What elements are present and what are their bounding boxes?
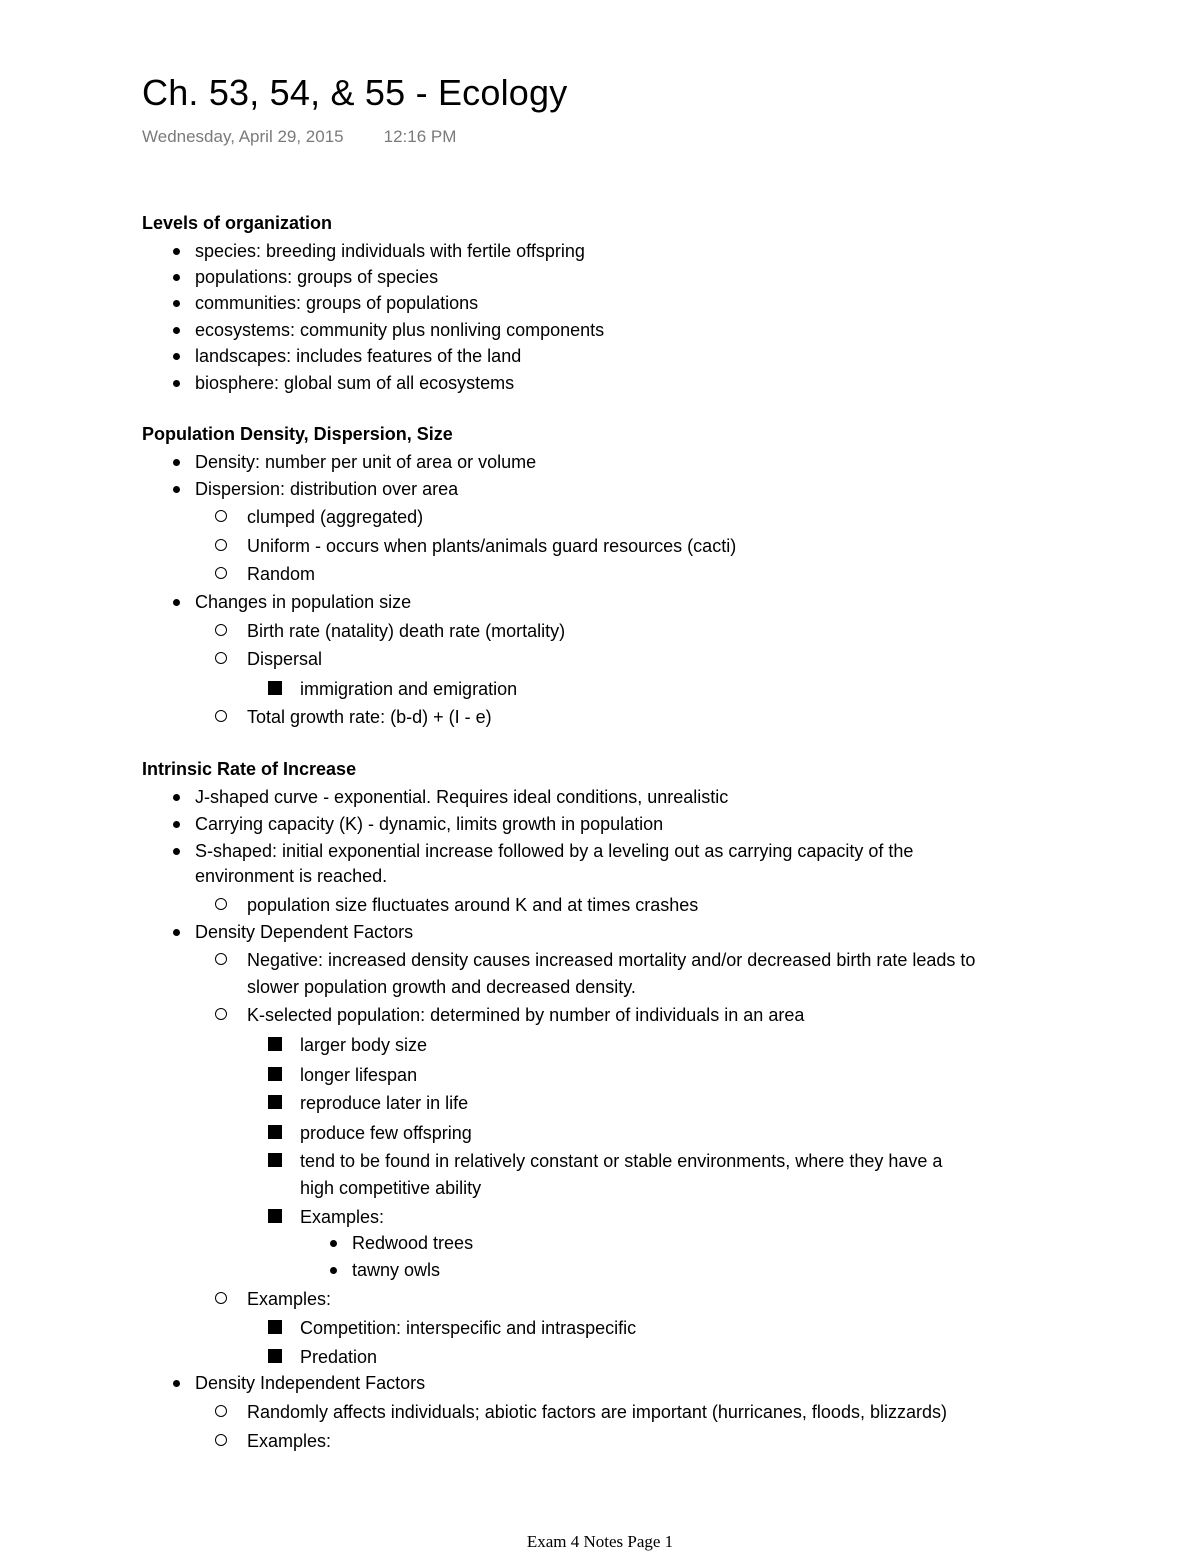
list-item: Density Dependent Factors: [195, 919, 413, 945]
section-heading-population: Population Density, Dispersion, Size: [142, 424, 453, 444]
list-item: biosphere: global sum of all ecosystems: [195, 370, 514, 396]
list-item: immigration and emigration: [300, 676, 517, 702]
list-item-continuation: environment is reached.: [195, 866, 388, 886]
list-item: larger body size: [300, 1032, 427, 1058]
list-item: S-shaped: initial exponential increase followed by a leveling out as carrying capacity of the: [195, 838, 913, 864]
list-item: communities: groups of populations: [195, 290, 478, 316]
list-item: species: breeding individuals with fertile offspring: [195, 238, 585, 264]
list-item: ecosystems: community plus nonliving components: [195, 317, 604, 343]
list-item: Randomly affects individuals; abiotic factors are important (hurricanes, floods, blizzards): [247, 1399, 947, 1425]
list-item: Examples:: [300, 1204, 384, 1230]
list-item: Random: [247, 561, 315, 587]
list-item: Changes in population size: [195, 589, 411, 615]
list-item: tend to be found in relatively constant or stable environments, where they have a: [300, 1148, 942, 1174]
list-item: tawny owls: [352, 1257, 440, 1283]
list-item: Carrying capacity (K) - dynamic, limits growth in population: [195, 811, 663, 837]
page-footer: Exam 4 Notes Page 1: [526, 1532, 674, 1551]
list-item: K-selected population: determined by number of individuals in an area: [247, 1002, 804, 1028]
list-item-continuation: slower population growth and decreased density.: [247, 977, 636, 997]
list-item: reproduce later in life: [300, 1090, 468, 1116]
list-item: Negative: increased density causes increased mortality and/or decreased birth rate leads to: [247, 947, 975, 973]
list-item: Birth rate (natality) death rate (mortality): [247, 618, 565, 644]
list-item: produce few offspring: [300, 1120, 472, 1146]
list-item: Density Independent Factors: [195, 1370, 425, 1396]
list-item: J-shaped curve - exponential. Requires ideal conditions, unrealistic: [195, 784, 728, 810]
page-date: Wednesday, April 29, 2015: [142, 127, 344, 146]
list-item: Density: number per unit of area or volume: [195, 449, 536, 475]
list-item: longer lifespan: [300, 1062, 417, 1088]
page-title: Ch. 53, 54, & 55 - Ecology: [142, 72, 568, 113]
list-item: Examples:: [247, 1428, 331, 1454]
list-item: Dispersal: [247, 646, 322, 672]
section-heading-levels: Levels of organization: [142, 213, 333, 233]
list-item: Examples:: [247, 1286, 331, 1312]
page-time: 12:16 PM: [383, 127, 457, 146]
list-item: Total growth rate: (b-d) + (I - e): [247, 704, 492, 730]
list-item-continuation: high competitive ability: [300, 1178, 482, 1198]
list-item: Uniform - occurs when plants/animals guard resources (cacti): [247, 533, 736, 559]
list-item: clumped (aggregated): [247, 504, 423, 530]
list-item: Predation: [300, 1344, 377, 1370]
list-item: Redwood trees: [352, 1230, 473, 1256]
section-heading-intrinsic: Intrinsic Rate of Increase: [142, 759, 357, 779]
list-item: Competition: interspecific and intraspecific: [300, 1315, 636, 1341]
list-item: populations: groups of species: [195, 264, 438, 290]
list-item: landscapes: includes features of the land: [195, 343, 521, 369]
list-item: population size fluctuates around K and at times crashes: [247, 892, 698, 918]
list-item: Dispersion: distribution over area: [195, 476, 458, 502]
page-timestamp: [142, 127, 456, 147]
